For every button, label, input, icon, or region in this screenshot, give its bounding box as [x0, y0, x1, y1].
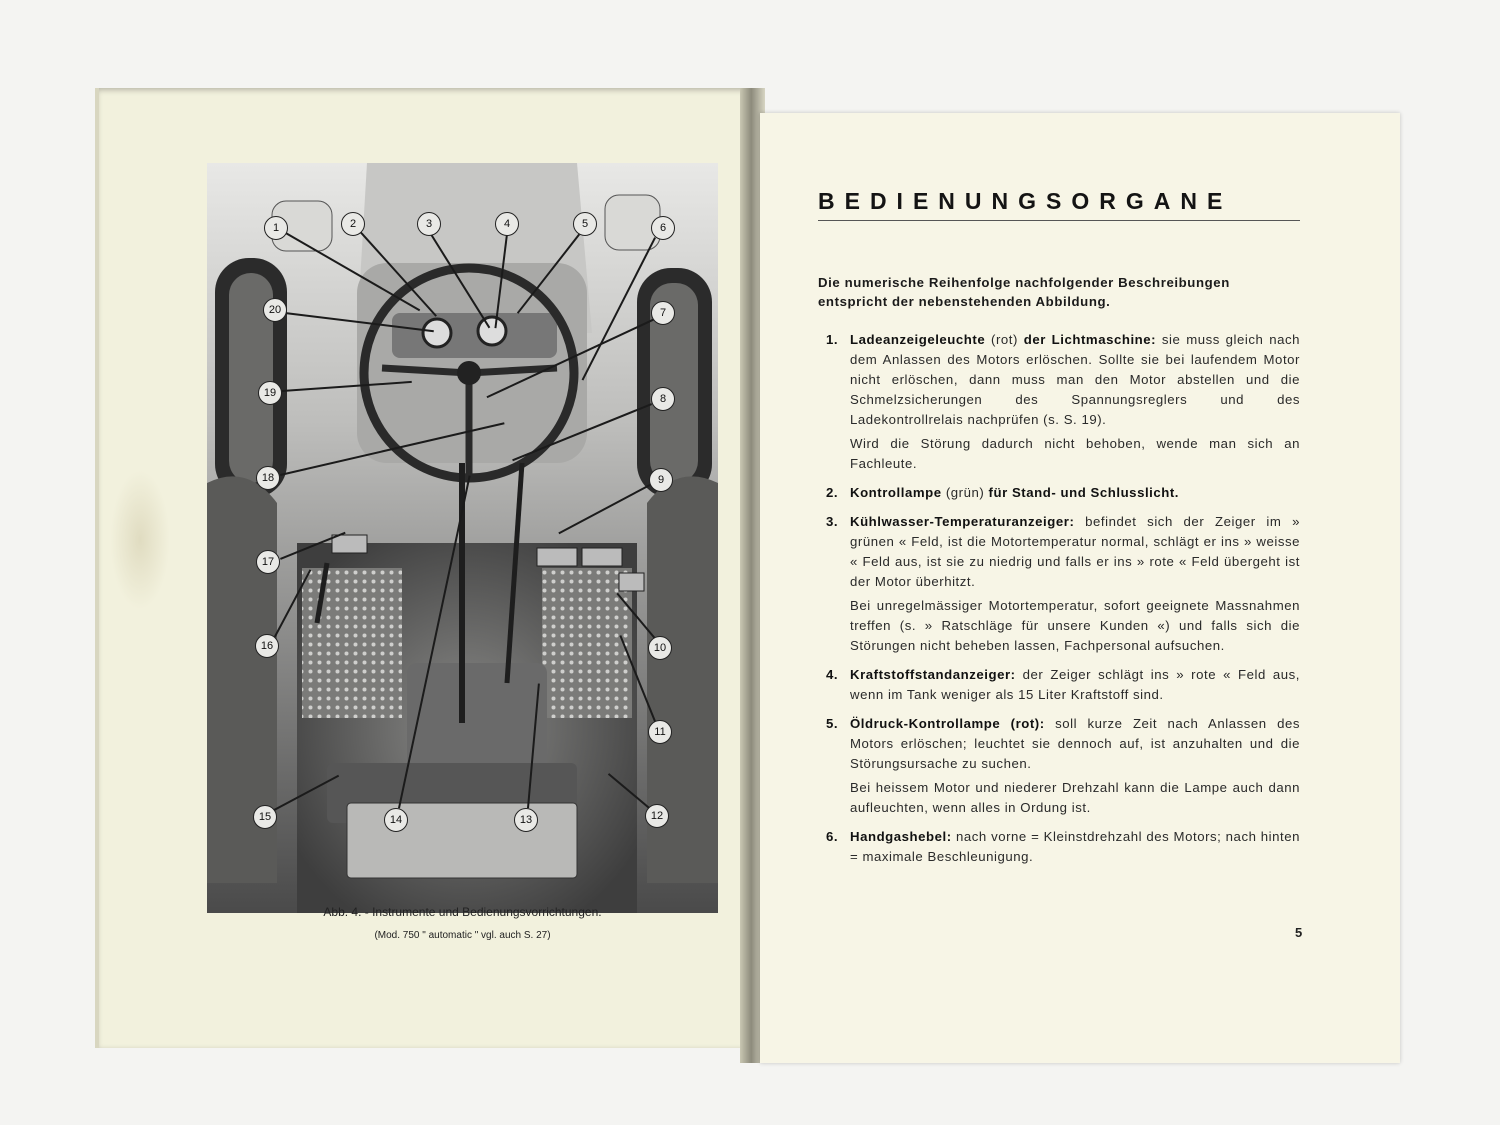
page-number: 5	[1295, 925, 1303, 940]
list-item	[826, 665, 1300, 705]
item-number: 1.	[826, 332, 839, 347]
callout-15: 15	[253, 805, 277, 829]
page-title: BEDIENUNGSORGANE	[818, 188, 1233, 214]
list-item	[826, 483, 1300, 503]
callout-14: 14	[384, 808, 408, 832]
item-text: der Zeiger schlägt ins » rote « Feld aus, wenn im Tank weniger als 15 Liter Kraftstoff sind.	[850, 667, 1300, 702]
item-term: Handgashebel:	[850, 829, 952, 844]
list-item	[826, 512, 1300, 656]
item-number: 6.	[826, 829, 839, 844]
item-extra: Wird die Störung dadurch nicht behoben, wende man sich an Fachleute.	[850, 436, 1300, 471]
callout-10: 10	[648, 636, 672, 660]
callout-1: 1	[264, 216, 288, 240]
callout-8: 8	[651, 387, 675, 411]
callout-13: 13	[514, 808, 538, 832]
callout-4: 4	[495, 212, 519, 236]
item-text: soll kurze Zeit nach Anlassen des Motors erlöschen; leuchtet sie dennoch auf, ist anzuhalten und die Störungsursache zu suchen.	[850, 716, 1300, 771]
page-stain	[110, 470, 170, 610]
item-number: 4.	[826, 667, 839, 682]
callout-18: 18	[256, 466, 280, 490]
callout-20: 20	[263, 298, 287, 322]
item-number: 5.	[826, 716, 839, 731]
list-item	[826, 714, 1300, 818]
item-number: 3.	[826, 514, 839, 529]
item-term-note: (grün)	[945, 485, 985, 500]
item-text: nach vorne = Kleinstdrehzahl des Motors; nach hinten = maximale Beschleunigung.	[850, 829, 1300, 864]
callout-11: 11	[648, 720, 672, 744]
item-number: 2.	[826, 485, 839, 500]
callout-3: 3	[417, 212, 441, 236]
figure-caption: Abb. 4. - Instrumente und Bedienungsvorrichtungen.	[323, 905, 602, 919]
item-list	[826, 330, 1300, 876]
list-item	[826, 330, 1300, 474]
item-text: sie muss gleich nach dem Anlassen des Motors erlöschen. Sollte sie bei laufendem Motor nicht erlöschen, dann muss man den Motor abstellen und die Schmelzsicherungen des Spannungsreglers und des Ladekontrollrelais nachprüfen (s. S. 19).	[850, 332, 1300, 427]
callout-19: 19	[258, 381, 282, 405]
item-term-note: (rot):	[1010, 716, 1045, 731]
item-extra: Bei unregelmässiger Motortemperatur, sofort geeignete Massnahmen treffen (s. » Ratschläge für unsere Kunden «) und falls sich die Störungen nicht beheben lassen, Fachpersonal aufsuchen.	[850, 598, 1300, 653]
figure-subcaption: (Mod. 750 " automatic " vgl. auch S. 27)	[374, 930, 551, 941]
callout-7: 7	[651, 301, 675, 325]
item-term-note: (rot)	[991, 332, 1018, 347]
callout-16: 16	[255, 634, 279, 658]
item-term: Öldruck-Kontrollampe	[850, 716, 1001, 731]
item-text: befindet sich der Zeiger im » grünen « Feld, ist die Motortemperatur normal, schlägt er ins » weisse « Feld aus, ist sie zu niedrig und falls er ins » rote « Feld übergeht ist der Motor überhitzt.	[850, 514, 1301, 589]
item-term: Ladeanzeigeleuchte	[850, 332, 986, 347]
list-item	[826, 827, 1300, 867]
item-extra: Bei heissem Motor und niederer Drehzahl kann die Lampe auch dann aufleuchten, wenn alles in Ordung ist.	[850, 780, 1300, 815]
callout-12: 12	[645, 804, 669, 828]
item-term: Kontrollampe	[850, 485, 942, 500]
callout-6: 6	[651, 216, 675, 240]
item-term: Kraftstoffstandanzeiger:	[850, 667, 1016, 682]
callout-5: 5	[573, 212, 597, 236]
item-term: Kühlwasser-Temperaturanzeiger:	[850, 514, 1075, 529]
callout-2: 2	[341, 212, 365, 236]
intro-text: Die numerische Reihenfolge nachfolgender Beschreibungen entspricht der nebenstehenden Abbildung.	[818, 275, 1230, 309]
item-term-rest: für Stand- und Schlusslicht.	[988, 485, 1180, 500]
callout-17: 17	[256, 550, 280, 574]
item-term-rest: der Lichtmaschine:	[1023, 332, 1157, 347]
callout-9: 9	[649, 468, 673, 492]
title-rule	[818, 220, 1300, 221]
